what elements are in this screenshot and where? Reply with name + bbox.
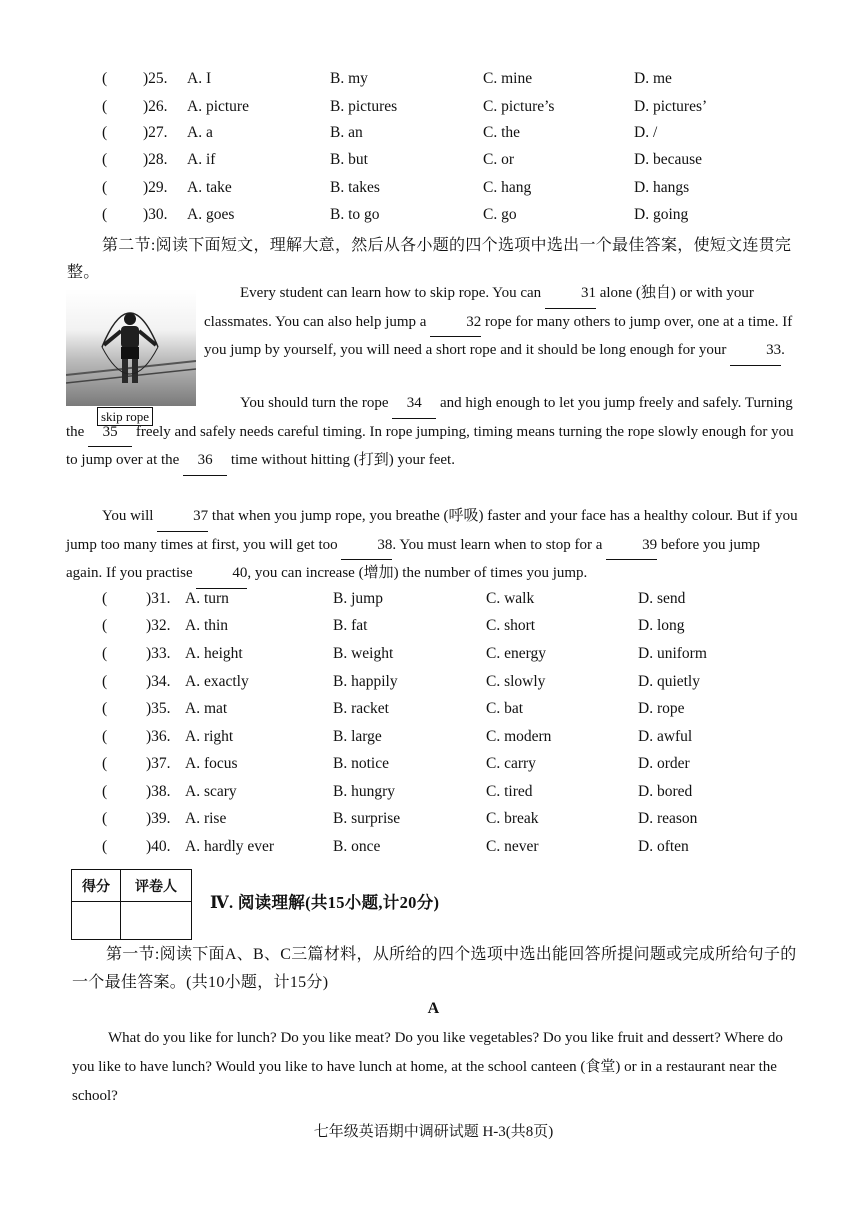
- answer-paren[interactable]: (: [102, 617, 108, 634]
- question-row: [0, 151, 867, 177]
- blank-39[interactable]: 39: [606, 532, 657, 561]
- passage-text: rope for many others to jump over, one at a time. If you jump by yourself, you will need a short rope and it should be long enough for your: [204, 313, 793, 358]
- option-d: D. pictures’: [634, 98, 708, 115]
- option-c: C. break: [486, 810, 539, 827]
- answer-paren[interactable]: (: [102, 810, 108, 827]
- question-row: [0, 673, 867, 699]
- passage-a-text: What do you like for lunch? Do you like meat? Do you like vegetables? Do you like fruit and dessert? Where do you like to have lunch? Would you like to have lunch at home, at the school canteen (食堂) or in a restaurant near the school?: [72, 1030, 783, 1104]
- option-c: C. slowly: [486, 673, 546, 690]
- answer-paren[interactable]: (: [102, 728, 108, 745]
- option-c: C. never: [486, 838, 539, 855]
- option-d: D. hangs: [634, 179, 690, 196]
- option-d: D. uniform: [638, 645, 707, 662]
- question-number: )39.: [146, 810, 171, 827]
- option-d: D. me: [634, 70, 672, 87]
- question-row: [0, 728, 867, 754]
- passage-text: freely and safely needs careful timing. In rope jumping, timing means turning the rope slowly enough for you to jump over at the: [66, 423, 794, 468]
- answer-paren[interactable]: (: [102, 755, 108, 772]
- option-b: B. happily: [333, 673, 398, 690]
- answer-paren[interactable]: (: [102, 179, 108, 196]
- option-a: A. rise: [185, 810, 227, 827]
- question-row: [0, 783, 867, 809]
- option-c: C. walk: [486, 590, 535, 607]
- passage-text: You should turn the rope: [240, 395, 389, 411]
- grader-header: 评卷人: [120, 870, 191, 902]
- answer-paren[interactable]: (: [102, 124, 108, 141]
- answer-paren[interactable]: (: [102, 783, 108, 800]
- option-d: D. send: [638, 590, 686, 607]
- question-number: )34.: [146, 673, 171, 690]
- passage-paragraph-1: [204, 280, 798, 366]
- blank-40[interactable]: 40: [196, 560, 247, 589]
- answer-paren[interactable]: (: [102, 700, 108, 717]
- option-b: B. fat: [333, 617, 368, 634]
- passage-text: and high enough to let you jump freely and safely. Turning the: [66, 395, 793, 440]
- question-row: [0, 617, 867, 643]
- option-d: D. rope: [638, 700, 685, 717]
- option-d: D. long: [638, 617, 685, 634]
- question-number: )25.: [143, 70, 168, 87]
- option-b: B. once: [333, 838, 381, 855]
- blank-36[interactable]: 36: [183, 447, 227, 476]
- grader-cell[interactable]: [120, 902, 191, 940]
- option-a: A. turn: [185, 590, 229, 607]
- option-b: B. jump: [333, 590, 383, 607]
- option-d: D. awful: [638, 728, 693, 745]
- passage-paragraph-2: [66, 390, 798, 476]
- option-d: D. going: [634, 206, 689, 223]
- option-d: D. bored: [638, 783, 693, 800]
- question-row: [0, 810, 867, 836]
- question-number: )26.: [143, 98, 168, 115]
- page-footer: 七年级英语期中调研试题 H-3(共8页): [313, 1124, 554, 1140]
- answer-paren[interactable]: (: [102, 673, 108, 690]
- option-d: D. because: [634, 151, 702, 168]
- option-b: B. racket: [333, 700, 389, 717]
- answer-paren[interactable]: (: [102, 838, 108, 855]
- skip-rope-photo: [66, 289, 196, 406]
- passage-text: that when you jump rope, you breathe (呼吸) faster and your face has a healthy colour. But if you jump too many times at first, you will get too: [66, 508, 798, 553]
- option-a: A. if: [187, 151, 216, 168]
- blank-32[interactable]: 32: [430, 309, 481, 338]
- question-row: [0, 645, 867, 671]
- option-b: B. surprise: [333, 810, 401, 827]
- answer-paren[interactable]: (: [102, 151, 108, 168]
- question-number: )28.: [143, 151, 168, 168]
- option-d: D. /: [634, 124, 658, 141]
- question-number: )38.: [146, 783, 171, 800]
- option-c: C. modern: [486, 728, 552, 745]
- question-row: [0, 179, 867, 205]
- option-a: A. height: [185, 645, 243, 662]
- option-c: C. bat: [486, 700, 524, 717]
- option-a: A. thin: [185, 617, 229, 634]
- option-b: B. pictures: [330, 98, 398, 115]
- question-number: )40.: [146, 838, 171, 855]
- option-a: A. picture: [187, 98, 249, 115]
- blank-38[interactable]: 38: [341, 532, 392, 561]
- question-number: )37.: [146, 755, 171, 772]
- question-row: [0, 206, 867, 232]
- answer-paren[interactable]: (: [102, 70, 108, 87]
- passage-text: . You must learn when to stop for a: [392, 536, 603, 553]
- passage-text: alone (独自) or with your classmates. You can also help jump a: [204, 285, 754, 330]
- option-a: A. goes: [187, 206, 235, 223]
- option-d: D. order: [638, 755, 690, 772]
- blank-37[interactable]: 37: [157, 503, 208, 532]
- score-table: [71, 869, 192, 940]
- option-b: B. takes: [330, 179, 380, 196]
- answer-paren[interactable]: (: [102, 590, 108, 607]
- option-d: D. reason: [638, 810, 698, 827]
- question-number: )33.: [146, 645, 171, 662]
- option-d: D. often: [638, 838, 689, 855]
- passage-paragraph-3: [66, 503, 799, 589]
- passage-text: .: [781, 342, 785, 358]
- option-c: C. carry: [486, 755, 536, 772]
- question-row: [0, 70, 867, 96]
- option-a: A. take: [187, 179, 232, 196]
- question-row: [0, 838, 867, 864]
- option-c: C. tired: [486, 783, 533, 800]
- jumper-silhouette-icon: [66, 289, 196, 406]
- blank-33[interactable]: 33: [730, 337, 781, 366]
- option-a: A. I: [187, 70, 212, 87]
- option-a: A. a: [187, 124, 213, 141]
- option-a: A. right: [185, 728, 234, 745]
- option-b: B. notice: [333, 755, 389, 772]
- score-cell[interactable]: [72, 902, 121, 940]
- question-row: [0, 700, 867, 726]
- option-b: B. my: [330, 70, 368, 87]
- passage-a-label: A: [427, 1000, 440, 1017]
- option-b: B. to go: [330, 206, 380, 223]
- passage-text: You will: [102, 508, 154, 524]
- option-c: C. hang: [483, 179, 532, 196]
- question-row: [0, 590, 867, 616]
- question-row: [0, 755, 867, 781]
- option-a: A. hardly ever: [185, 838, 275, 855]
- question-number: )32.: [146, 617, 171, 634]
- option-b: B. large: [333, 728, 382, 745]
- option-b: B. an: [330, 124, 363, 141]
- option-d: D. quietly: [638, 673, 700, 690]
- option-c: C. energy: [486, 645, 546, 662]
- question-number: )35.: [146, 700, 171, 717]
- option-c: C. mine: [483, 70, 533, 87]
- option-c: C. short: [486, 617, 536, 634]
- option-b: B. weight: [333, 645, 394, 662]
- question-row: [0, 98, 867, 124]
- option-c: C. the: [483, 124, 521, 141]
- question-number: )36.: [146, 728, 171, 745]
- question-row: [0, 124, 867, 150]
- figure-caption: skip rope: [97, 407, 153, 426]
- question-number: )30.: [143, 206, 168, 223]
- section2-instruction: 第二节:阅读下面短文，理解大意，然后从各小题的四个选项中选出一个最佳答案，使短文连贯完整。: [67, 237, 792, 281]
- option-a: A. exactly: [185, 673, 249, 690]
- option-a: A. scary: [185, 783, 237, 800]
- passage-text: , you can increase (增加) the number of times you jump.: [247, 565, 588, 581]
- answer-paren[interactable]: (: [102, 645, 108, 662]
- blank-31[interactable]: 31: [545, 280, 596, 309]
- section4-title: Ⅳ. 阅读理解(共15小题,计20分): [210, 893, 440, 912]
- section4-instruction: 第一节:阅读下面A、B、C三篇材料，从所给的四个选项中选出能回答所提问题或完成所给句子的一个最佳答案。(共10小题，计15分): [72, 946, 797, 991]
- option-b: B. but: [330, 151, 368, 168]
- answer-paren[interactable]: (: [102, 206, 108, 223]
- passage-text: time without hitting (打到) your feet.: [230, 452, 455, 468]
- option-c: C. go: [483, 206, 517, 223]
- question-number: )31.: [146, 590, 171, 607]
- option-c: C. picture’s: [483, 98, 555, 115]
- option-a: A. focus: [185, 755, 238, 772]
- question-number: )29.: [143, 179, 168, 196]
- option-b: B. hungry: [333, 783, 395, 800]
- passage-text: Every student can learn how to skip rope. You can: [240, 285, 542, 301]
- score-header: 得分: [72, 870, 121, 902]
- blank-34[interactable]: 34: [392, 390, 436, 419]
- blank-35[interactable]: 35: [88, 419, 132, 448]
- passage-text: before you jump again. If you practise: [66, 536, 761, 581]
- question-number: )27.: [143, 124, 168, 141]
- answer-paren[interactable]: (: [102, 98, 108, 115]
- option-a: A. mat: [185, 700, 228, 717]
- option-c: C. or: [483, 151, 514, 168]
